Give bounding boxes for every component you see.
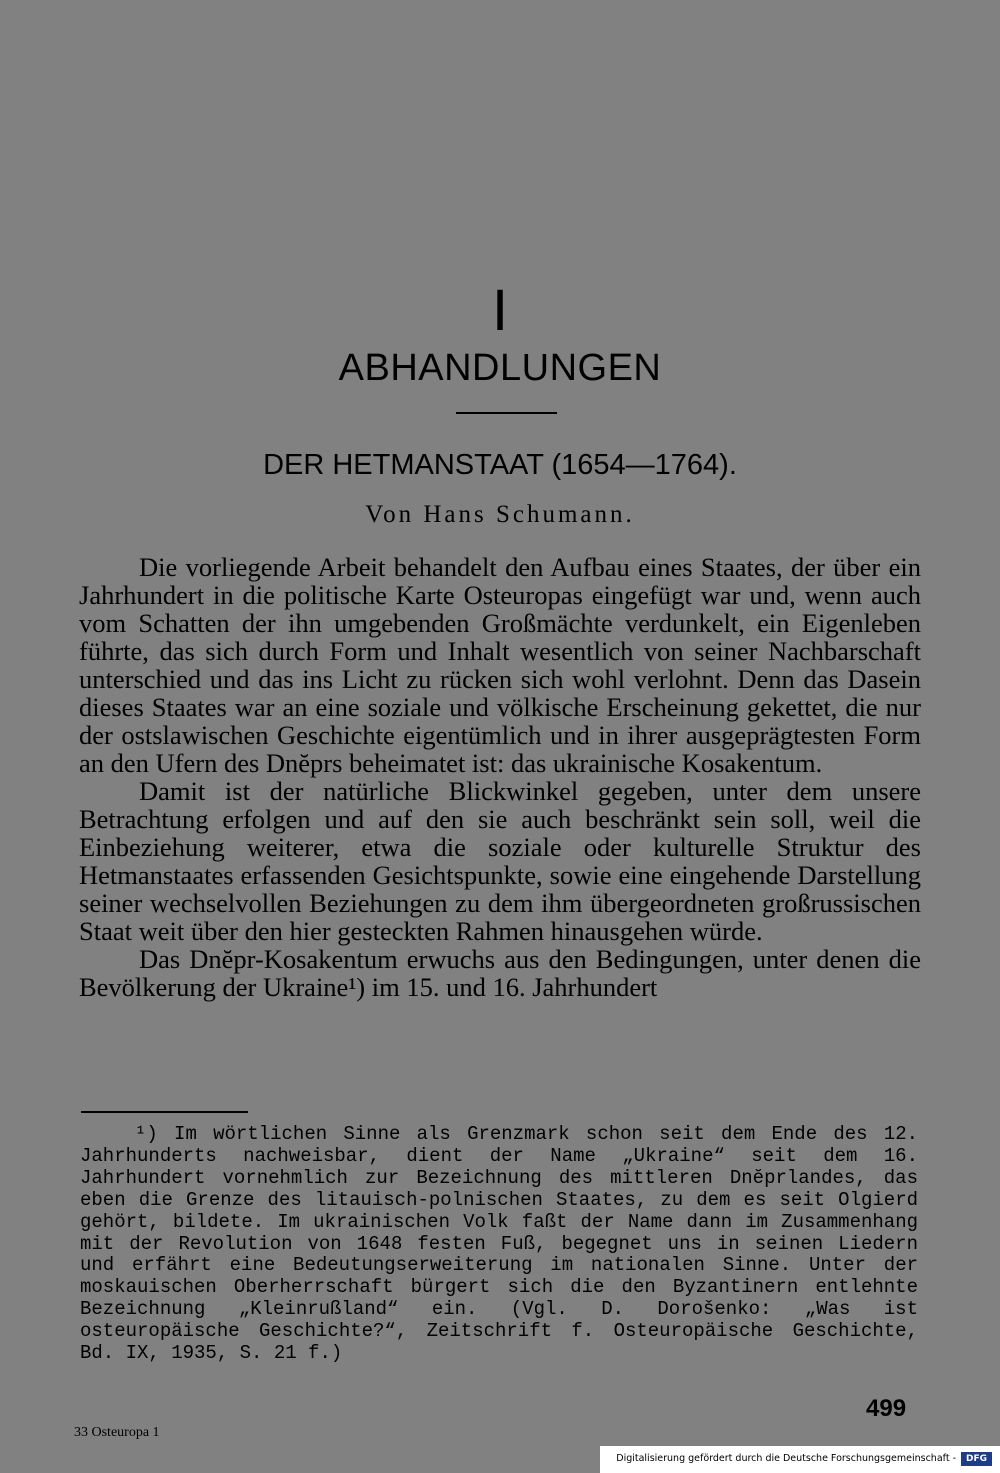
page-number: 499 (866, 1395, 907, 1422)
heading-divider (456, 412, 557, 414)
funding-credit: Digitalisierung gefördert durch die Deutsche Forschungsgemeinschaft - (616, 1453, 956, 1464)
printer-signature: 33 Osteuropa 1 (74, 1425, 160, 1440)
digitization-footer (600, 1446, 1000, 1473)
dfg-logo-icon: DFG (961, 1452, 992, 1466)
body-paragraph: Damit ist der natürliche Blickwinkel gegeben, unter dem unsere Betrachtung erfolgen und auf den sie auch beschränkt sein soll, weil die Einbeziehung weiterer, etwa die soziale oder kulturelle Struktur des Hetmanstaates erfassenden Gesichtspunkte, sowie eine eingehende Darstellung seiner wechselvollen Beziehungen zu dem ihm übergeordneten großrussischen Staat weit über den hier gesteckten Rahmen hinausgehen würde. (79, 776, 921, 946)
footnote (80, 1124, 918, 1365)
body-paragraph: Das Dnĕpr-Kosakentum erwuchs aus den Bedingungen, unter denen die Bevölkerung der Ukraine¹) im 15. und 16. Jahrhundert (79, 944, 921, 1002)
article-title: DER HETMANSTAAT (1654—1764). (263, 449, 737, 481)
part-numeral: I (491, 278, 509, 343)
author-byline: Von Hans Schumann. (365, 501, 635, 528)
article-body (79, 553, 921, 1001)
footnote-divider (81, 1111, 248, 1113)
body-paragraph: Die vorliegende Arbeit behandelt den Aufbau eines Staates, der über ein Jahrhundert in die politische Karte Osteuropas eingefügt war und, wenn auch vom Schatten der ihn umgebenden Großmächte verdunkelt, ein Eigenleben führte, das sich durch Form und Inhalt wesentlich von seiner Nachbarschaft unterschied und das ins Licht zu rücken sich wohl verlohnt. Denn das Dasein dieses Staates war an eine soziale und völkische Erscheinung gekettet, die nur der ostslawischen Geschichte eigentümlich und in ihrer ausgeprägtesten Form an den Ufern des Dnĕprs beheimatet ist: das ukrainische Kosakentum. (79, 552, 921, 778)
footnote-text: ¹) Im wörtlichen Sinne als Grenzmark schon seit dem Ende des 12. Jahrhunderts nachweisbar, dient der Name „Ukraine“ seit dem 16. Jahrhundert vornehmlich zur Bezeichnung des mittleren Dnĕprlandes, das eben die Grenze des litauisch-polnischen Staates, zu dem es seit Olgierd gehört, bildete. Im ukrainischen Volk faßt der Name dann im Zusammenhang mit der Revolution von 1648 festen Fuß, begegnet uns in seinen Liedern und erfährt eine Bedeutungserweiterung im nationalen Sinne. Unter der moskauischen Oberherrschaft bürgert sich die den Byzantinern entlehnte Bezeichnung „Kleinrußland“ ein. (Vgl. D. Dorošenko: „Was ist osteuropäische Geschichte?“, Zeitschrift f. Osteuropäische Geschichte, Bd. IX, 1935, S. 21 f.) (80, 1123, 918, 1365)
section-heading: ABHANDLUNGEN (338, 347, 662, 389)
